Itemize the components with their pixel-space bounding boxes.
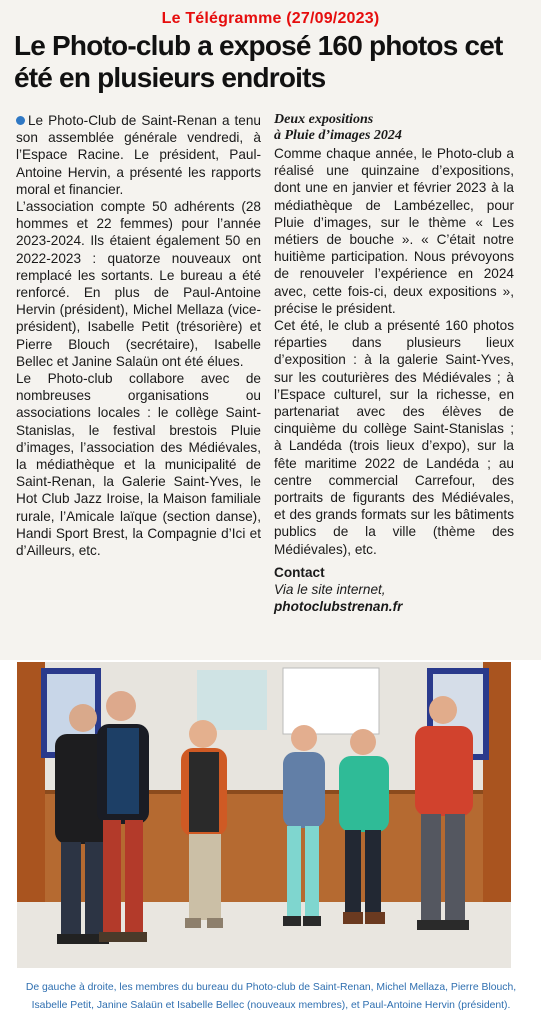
- left-column: [16, 112, 261, 559]
- contact-line: [274, 581, 514, 615]
- paragraph-exhibitions: Comme chaque année, le Photo-club a réalisé une quinzaine d’expositions, dont une en janvier et février 2023 à la médiathèque de Lambézellec, pour Pluie d’images, sur le thème « Les métiers de bouche ». « C’était notre huitième participation. Nous prévoyons de renouveler l’expérience en 2024 avec, cette fois-ci, deux expositions », précise le président.: [274, 146, 514, 316]
- subhead-line-2: à Pluie d’images 2024: [274, 128, 402, 143]
- photo-caption: [12, 979, 530, 1015]
- source-label: Le Télégramme (27/09/2023): [161, 10, 380, 27]
- group-photo: [17, 662, 511, 968]
- paragraph-summer: Cet été, le club a présenté 160 photos réparties dans plusieurs lieux d’exposition : à la galerie Saint-Yves, sur les couturières des Médiévales ; à l’Espace culturel, sur la richesse, en partenariat avec des élèves de cinquième du collège Saint-Stanislas ; à Landéda (trois lieux d’expo), sur la fête maritime 2022 de Landéda ; au centre commercial Carrefour, des portraits de figurants des Médiévales, et des grands formats sur les bâtiments publics de la ville (thème des Médiévales), etc.: [274, 318, 514, 557]
- caption-line-1: De gauche à droite, les membres du bureau du Photo-club de Saint-Renan, Michel Mellaza, Pierre Blouch,: [25, 982, 517, 993]
- caption-line-2: Isabelle Petit, Janine Salaün et Isabelle Bellec (nouveaux membres), et Paul-Antoine Hervin (président).: [31, 1000, 511, 1011]
- contact-title: Contact: [274, 564, 325, 580]
- subhead: [274, 112, 514, 144]
- paragraph-members: L’association compte 50 adhérents (28 hommes et 22 femmes) pour l’année 2023-2024. Ils étaient également 50 en 2022-2023 : quatorze nouveaux ont remplacé les sortants. Le bureau a été renforcé. En plus de Paul-Antoine Hervin (président), Michel Mellaza (vice-président), Isabelle Petit (trésorière) et Pierre Blouch (secrétaire), Isabelle Bellec et Janine Salaün ont été élues.: [16, 199, 261, 369]
- right-column: [274, 112, 514, 615]
- subhead-line-1: Deux expositions: [274, 112, 374, 127]
- paragraph-intro: [16, 112, 261, 198]
- contact-website-link[interactable]: photoclubstrenan.fr: [274, 599, 403, 615]
- contact-prefix: Via le site internet,: [274, 582, 386, 598]
- paragraph-intro-text: Le Photo-Club de Saint-Renan a tenu son assemblée générale vendredi, à l’Espace Racine. Le président, Paul-Antoine Hervin, a présenté les rapports moral et financier.: [16, 113, 261, 197]
- group-photo-illustration: [17, 662, 511, 968]
- bullet-icon: [16, 116, 25, 125]
- headline: Le Photo-club a exposé 160 photos cet été en plusieurs endroits: [14, 30, 503, 93]
- paragraph-partners: Le Photo-club collabore avec de nombreuses organisations ou associations locales : le collège Saint-Stanislas, le festival brestois Pluie d’images, l’association des Médiévales, la médiathèque et la municipalité de Saint-Renan, la Galerie Saint-Yves, le Hot Club Jazz Iroise, la Maison familiale rurale, l’Amicale laïque (section danse), Handi Sport Brest, la Compagnie d’Ici et d’Ailleurs, etc.: [16, 371, 261, 559]
